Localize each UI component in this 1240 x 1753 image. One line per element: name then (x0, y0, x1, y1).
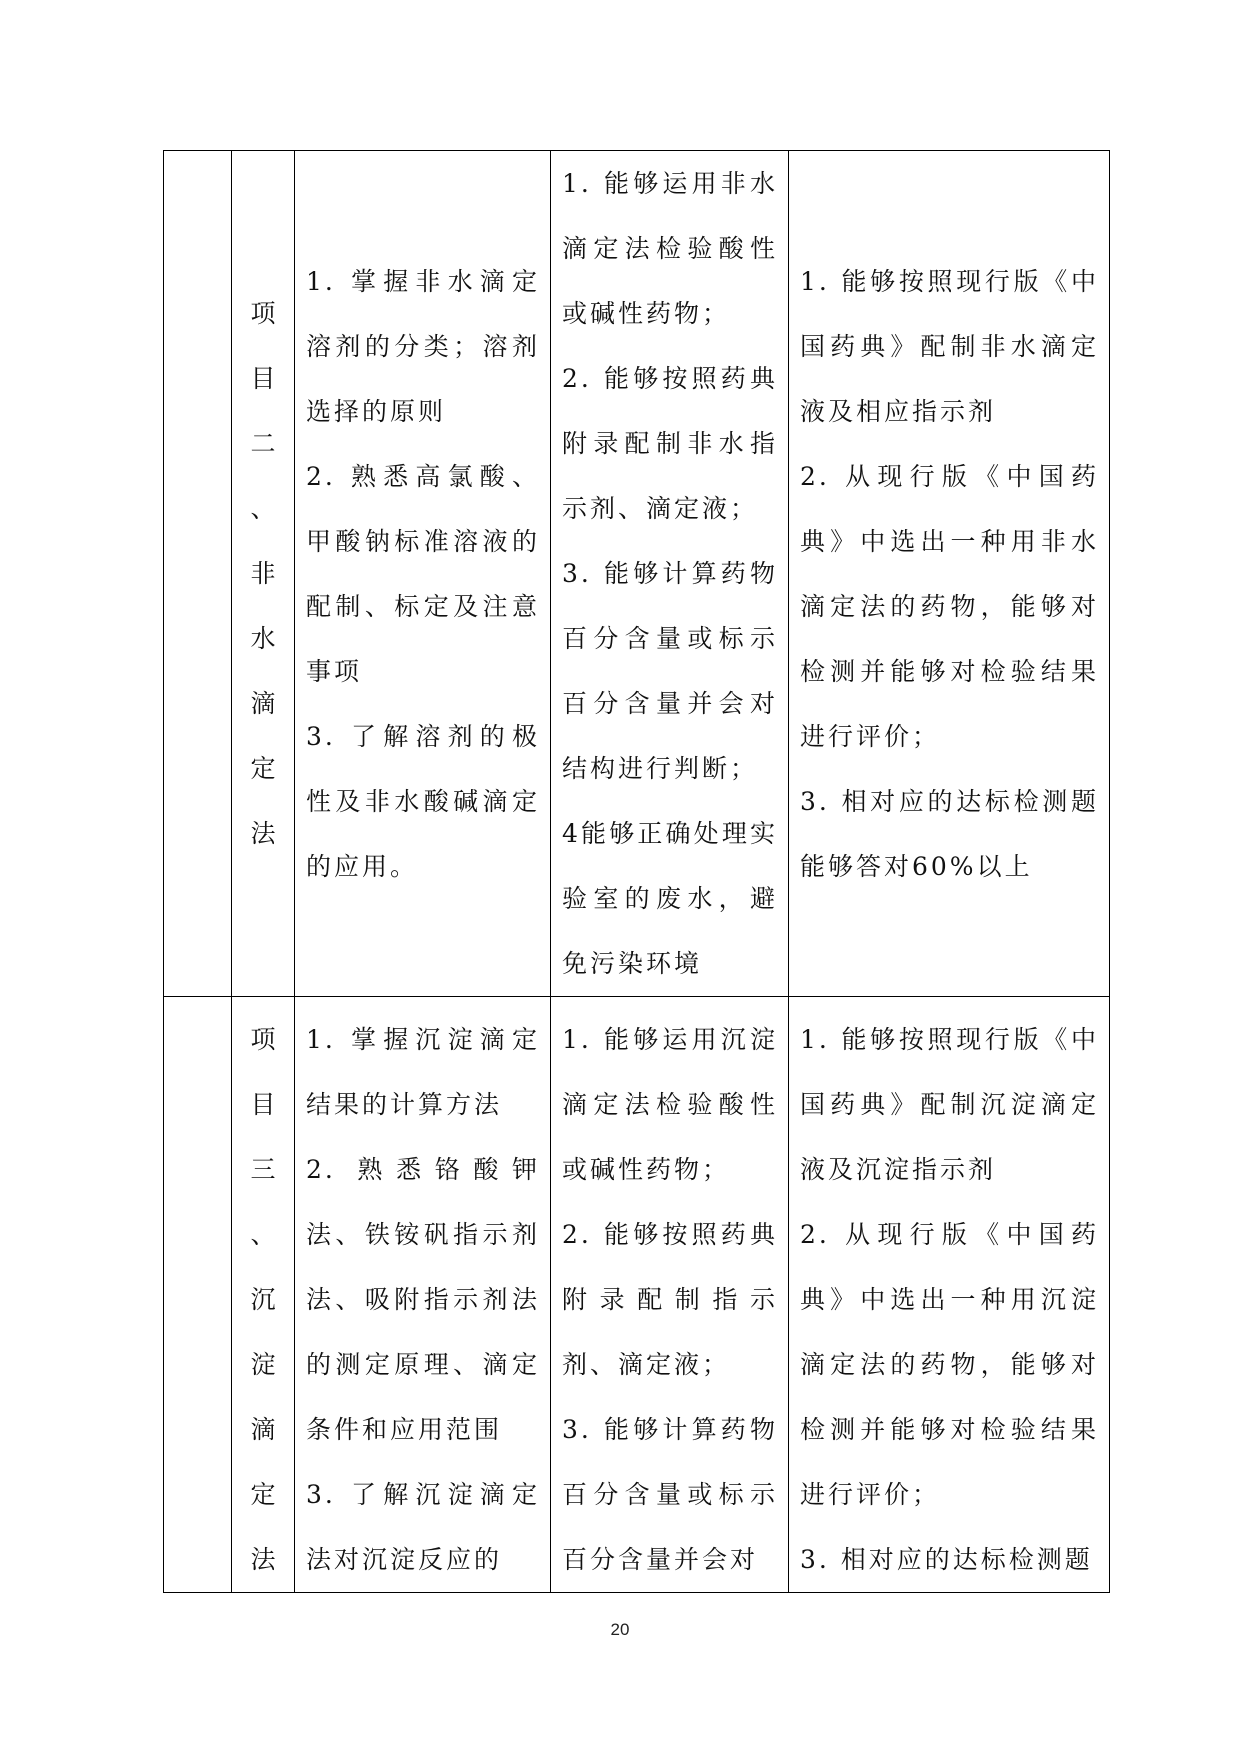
list-item: 3. 相对应的达标检测题能够答对60%以上 (800, 786, 1099, 881)
knowledge-text (295, 249, 550, 899)
empty-cell (164, 151, 232, 997)
project-title (232, 281, 294, 866)
skills-text (551, 151, 788, 996)
list-item: 2. 能够按照药典附录配制指示剂、滴定液； (562, 1220, 778, 1379)
title-char: 目 (250, 1090, 276, 1119)
list-item: 2. 从现行版《中国药典》中选出一种用沉淀滴定法的药物，能够对检测并能够对检验结果进行评价； (800, 1220, 1099, 1509)
knowledge-cell (295, 151, 551, 997)
list-item: 3. 了解溶剂的极性及非水酸碱滴定的应用。 (306, 721, 540, 881)
page-number: 20 (610, 1620, 630, 1639)
title-char: 、 (250, 494, 276, 523)
skills-text (551, 997, 788, 1592)
list-item: 3. 能够计算药物百分含量或标示百分含量并会对结构进行判断； (562, 559, 778, 783)
title-char: 项 (250, 299, 276, 328)
title-char: 沉 (250, 1285, 276, 1314)
empty-cell (164, 997, 232, 1593)
assessment-text (789, 249, 1109, 899)
knowledge-text (295, 997, 550, 1592)
list-item: 2. 熟悉高氯酸、甲酸钠标准溶液的配制、标定及注意事项 (306, 461, 540, 686)
title-char: 、 (250, 1220, 276, 1249)
title-char: 目 (250, 364, 276, 393)
list-item: 3. 能够计算药物百分含量或标示百分含量并会对 (562, 1415, 778, 1574)
table-row (164, 151, 1110, 997)
assessment-text (789, 997, 1109, 1592)
title-char: 定 (250, 754, 276, 783)
list-item: 1. 能够按照现行版《中国药典》配制沉淀滴定液及沉淀指示剂 (800, 1025, 1099, 1184)
project-title-cell (232, 151, 295, 997)
list-item: 4能够正确处理实验室的废水，避免污染环境 (562, 819, 778, 978)
title-char: 法 (250, 819, 276, 848)
project-title-cell (232, 997, 295, 1593)
list-item: 2. 熟悉铬酸钾法、铁铵矾指示剂法、吸附指示剂法的测定原理、滴定条件和应用范围 (306, 1155, 540, 1444)
title-char: 滴 (250, 1415, 276, 1444)
title-char: 三 (250, 1155, 276, 1184)
assessment-cell (789, 151, 1110, 997)
title-char: 非 (250, 559, 276, 588)
title-char: 淀 (250, 1350, 276, 1379)
assessment-cell (789, 997, 1110, 1593)
project-title (232, 997, 294, 1592)
title-char: 法 (250, 1545, 276, 1574)
list-item: 2. 从现行版《中国药典》中选出一种用非水滴定法的药物，能够对检测并能够对检验结果进行评价； (800, 461, 1099, 751)
list-item: 2. 能够按照药典附录配制非水指示剂、滴定液； (562, 364, 778, 523)
list-item: 3. 了解沉淀滴定法对沉淀反应的 (306, 1480, 540, 1574)
list-item: 1. 能够运用非水滴定法检验酸性或碱性药物； (562, 169, 778, 328)
table-row (164, 997, 1110, 1593)
knowledge-cell (295, 997, 551, 1593)
title-char: 滴 (250, 689, 276, 718)
list-item: 3. 相对应的达标检测题 (800, 1545, 1093, 1574)
list-item: 1. 能够运用沉淀滴定法检验酸性或碱性药物； (562, 1025, 778, 1184)
title-char: 二 (250, 429, 276, 458)
list-item: 1. 掌握非水滴定溶剂的分类；溶剂选择的原则 (306, 266, 540, 426)
title-char: 项 (250, 1025, 276, 1054)
title-char: 水 (250, 624, 276, 653)
list-item: 1. 掌握沉淀滴定结果的计算方法 (306, 1025, 540, 1119)
list-item: 1. 能够按照现行版《中国药典》配制非水滴定液及相应指示剂 (800, 266, 1099, 426)
curriculum-table (163, 150, 1110, 1593)
skills-cell (551, 997, 789, 1593)
title-char: 定 (250, 1480, 276, 1509)
skills-cell (551, 151, 789, 997)
